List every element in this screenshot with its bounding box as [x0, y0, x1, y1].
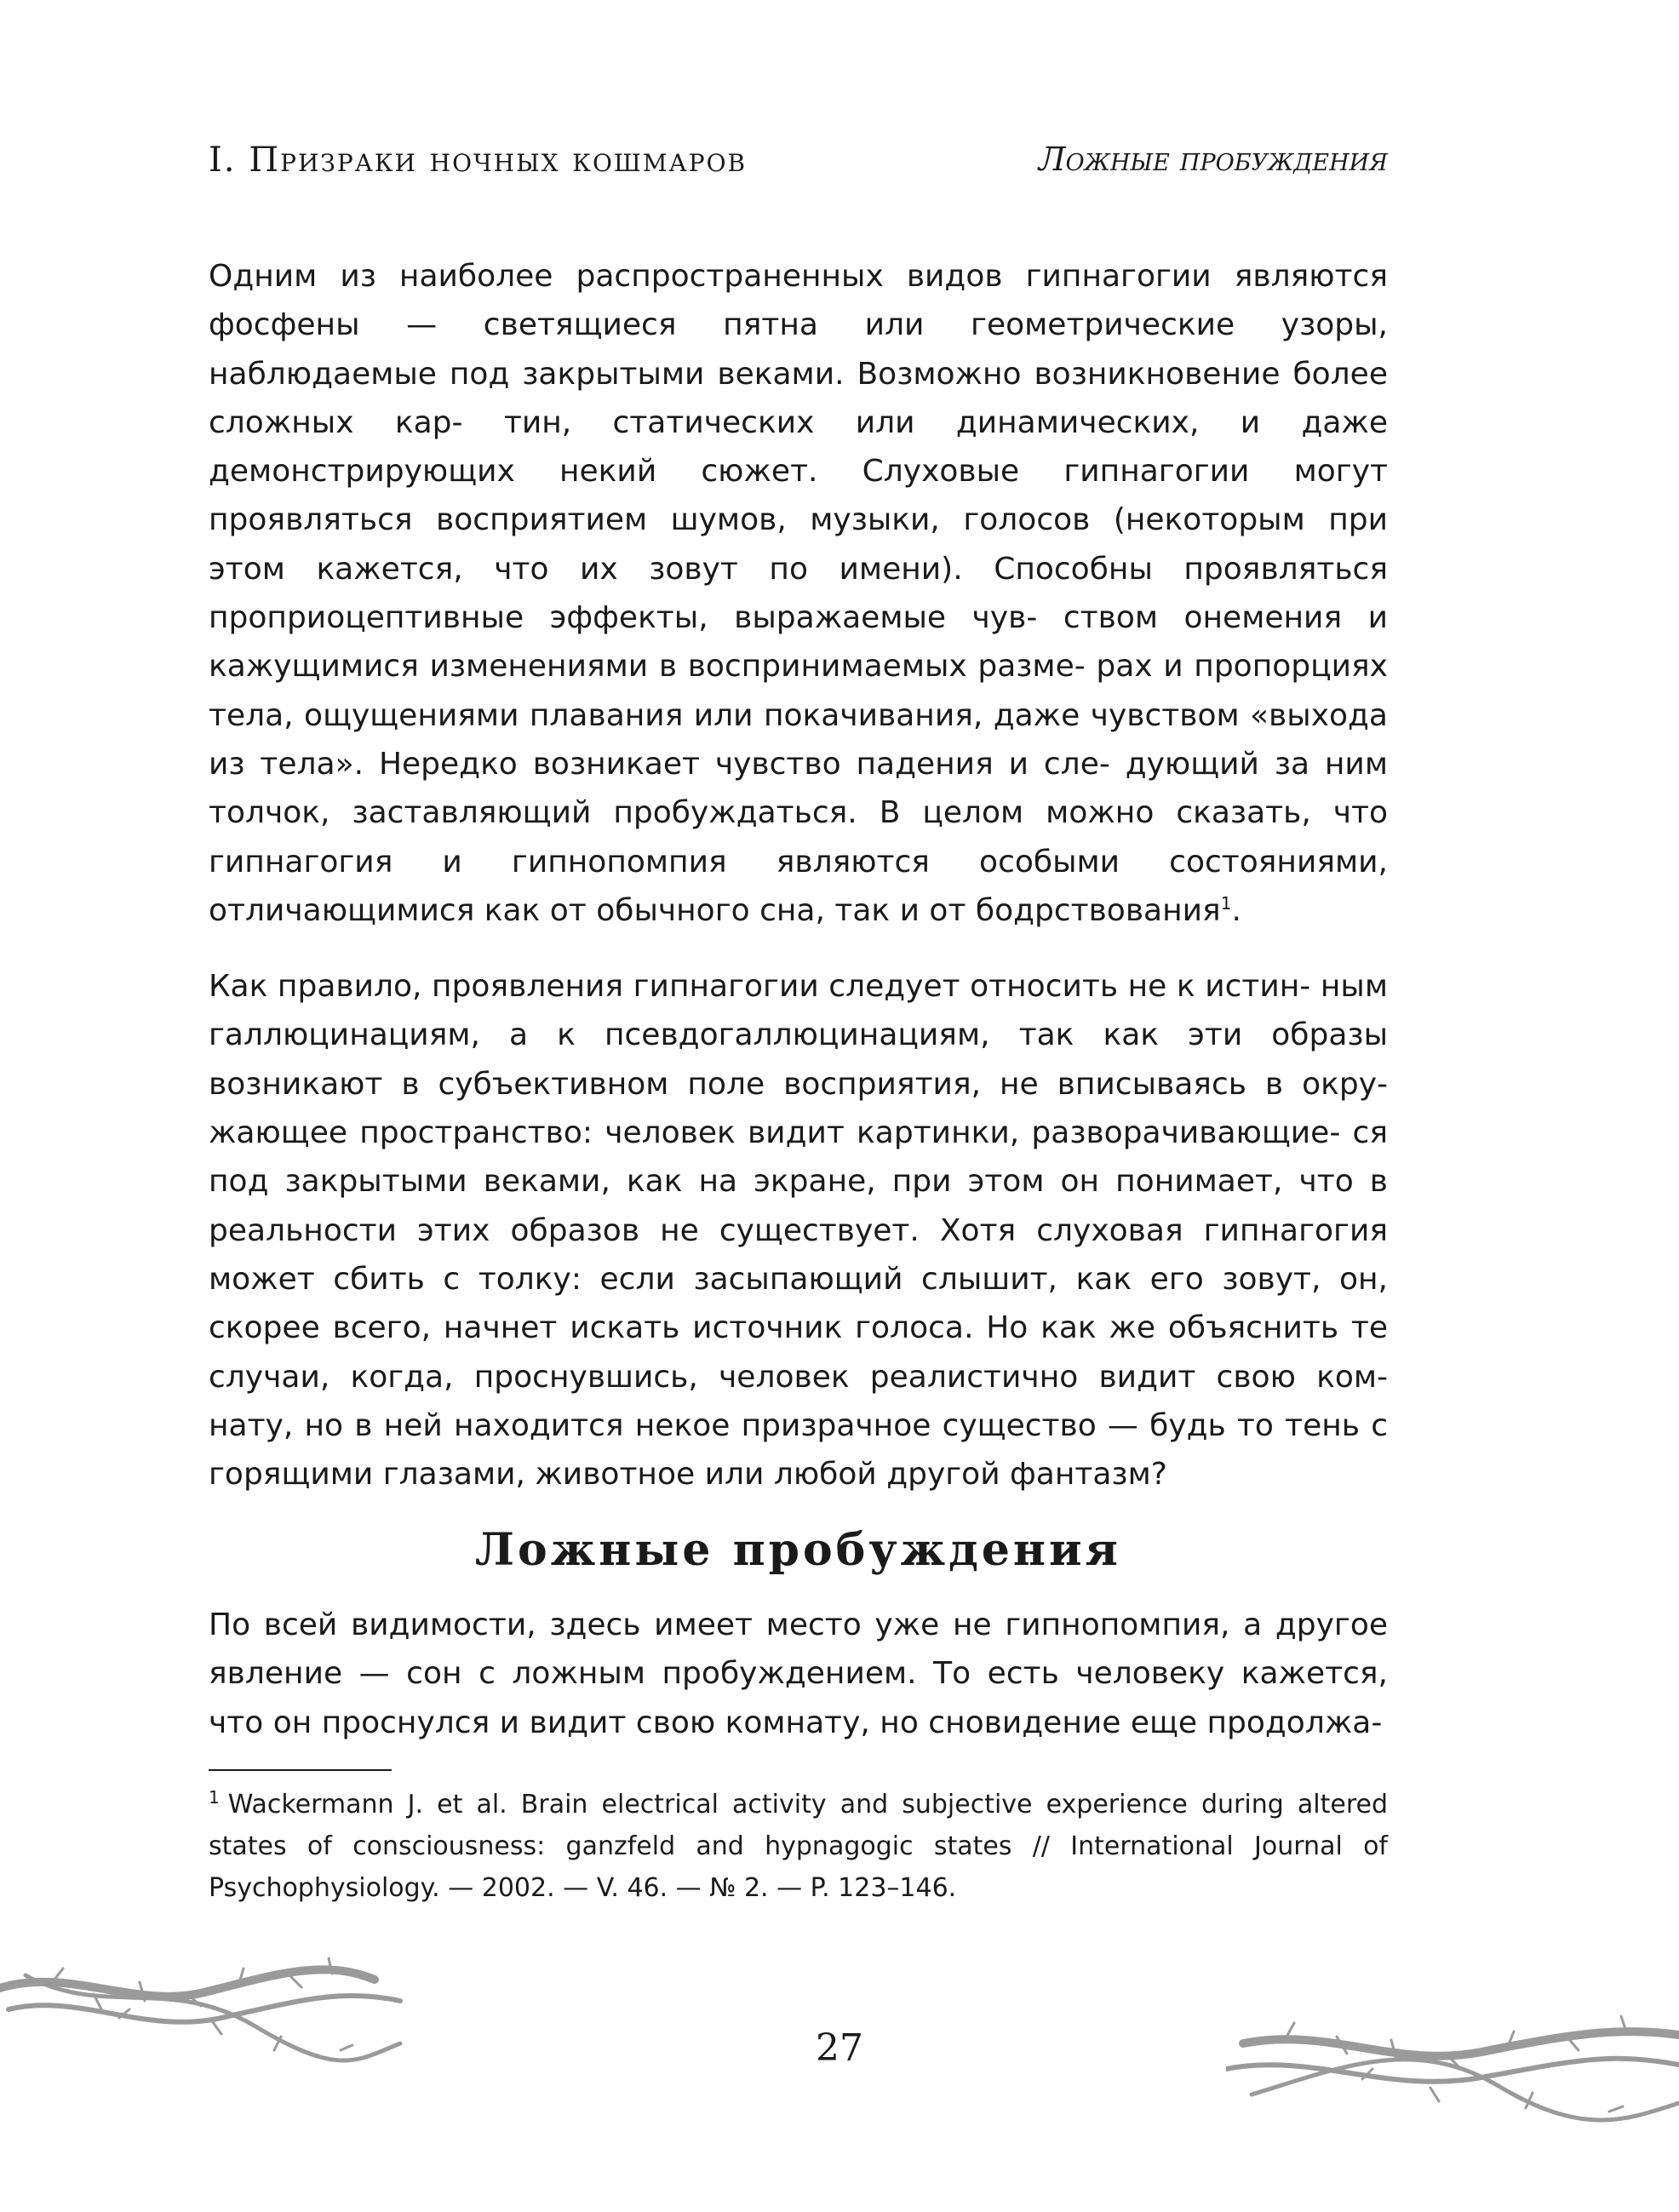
- chapter-title: I. Призраки ночных кошмаров: [209, 140, 748, 180]
- text-line: фосфены — светящиеся пятна или геометрические узоры, наблюдаемые: [209, 307, 1388, 392]
- paragraph-1: [209, 252, 1388, 935]
- paragraph-3: [209, 1601, 1388, 1747]
- text-line: он проснулся и видит свою комнату, но сновидение еще продолжа-: [272, 1705, 1383, 1740]
- text-line: отличающимися как от обычного сна, так и от бодрствования: [209, 892, 1221, 928]
- text-line: Способны проявляться проприоцептивные эффекты, выражаемые чув-: [209, 551, 1388, 636]
- section-heading: Ложные пробуждения: [475, 1524, 1121, 1576]
- section-running-title: Ложные пробуждения: [1038, 140, 1388, 178]
- text-line: ством онемения и кажущимися изменениями в воспринимаемых разме-: [209, 600, 1388, 685]
- text-line: нату, но в ней находится некое призрачное существо — будь то тень: [209, 1407, 1360, 1443]
- text-line: Wackermann J. et al. Brain electrical activity and subjective experience during: [227, 1790, 1284, 1819]
- footnote-mark: 1: [209, 1787, 220, 1808]
- footnote: [209, 1784, 1388, 1909]
- text-line: Одним из наиболее распространенных видов гипнагогии являются: [209, 259, 1388, 294]
- body-text: [209, 252, 1388, 1499]
- text-line: тин, статических или динамических, и даже демонстрирующих некий: [209, 404, 1388, 490]
- page-number: 27: [816, 2026, 863, 2070]
- sentence-end: .: [1231, 892, 1241, 928]
- footnote-divider: [209, 1769, 392, 1771]
- text-line: может сбить с толку: если засыпающий слышит, как его зовут, он,: [209, 1261, 1388, 1297]
- text-line: явление — сон с ложным пробуждением. То есть человеку кажется, что: [209, 1656, 1388, 1740]
- text-line: Journal of Psychophysiology. — 2002. — V. 46. — № 2. — P. 123–146.: [209, 1831, 1388, 1903]
- text-line: с горящими глазами, животное или любой другой фантазм?: [209, 1407, 1388, 1493]
- running-header: [209, 140, 1388, 192]
- text-line: ся под закрытыми веками, как на экране, при этом он понимает, что: [209, 1115, 1388, 1200]
- text-line: чувством «выхода из тела». Нередко возникает чувство падения и сле-: [209, 697, 1388, 782]
- text-line: Как правило, проявления гипнагогии следует относить не к истин-: [209, 969, 1311, 1005]
- text-line: сюжет. Слуховые гипнагогии могут проявляться восприятием шумов,: [209, 454, 1388, 538]
- text-line: возникают в субъективном поле восприятия, не вписываясь в окру-: [209, 1066, 1388, 1102]
- text-line: дующий за ним толчок, заставляющий пробуждаться. В целом можно: [209, 746, 1388, 831]
- text-line: сказать, что гипнагогия и гипнопомпия являются особыми состояниями,: [209, 795, 1388, 880]
- text-line: По всей видимости, здесь имеет место уже не гипнопомпия, а другое: [209, 1607, 1388, 1642]
- text-line: под закрытыми веками. Возможно возникновение более сложных кар-: [209, 356, 1388, 440]
- text-line: altered states of consciousness: ganzfeld and hypnagogic states // International: [209, 1790, 1388, 1861]
- text-line: рах и пропорциях тела, ощущениями плавания или покачивания, даже: [209, 649, 1388, 733]
- section-text: [209, 1601, 1388, 1747]
- footnote-text: [209, 1784, 1388, 1909]
- text-line: случаи, когда, проснувшись, человек реалистично видит свою ком-: [209, 1359, 1388, 1395]
- text-line: ным галлюцинациям, а к псевдогаллюцинациям, так как эти образы: [209, 969, 1388, 1053]
- text-line: жающее пространство: человек видит картинки, разворачивающие-: [209, 1115, 1341, 1151]
- text-line: музыки, голосов (некоторым при этом кажется, что их зовут по имени).: [209, 502, 1389, 587]
- text-line: в реальности этих образов не существует. Хотя слуховая гипнагогия: [209, 1164, 1388, 1248]
- text-line: скорее всего, начнет искать источник голоса. Но как же объяснить те: [209, 1310, 1388, 1346]
- paragraph-2: [209, 962, 1388, 1499]
- footnote-reference[interactable]: 1: [1220, 892, 1232, 914]
